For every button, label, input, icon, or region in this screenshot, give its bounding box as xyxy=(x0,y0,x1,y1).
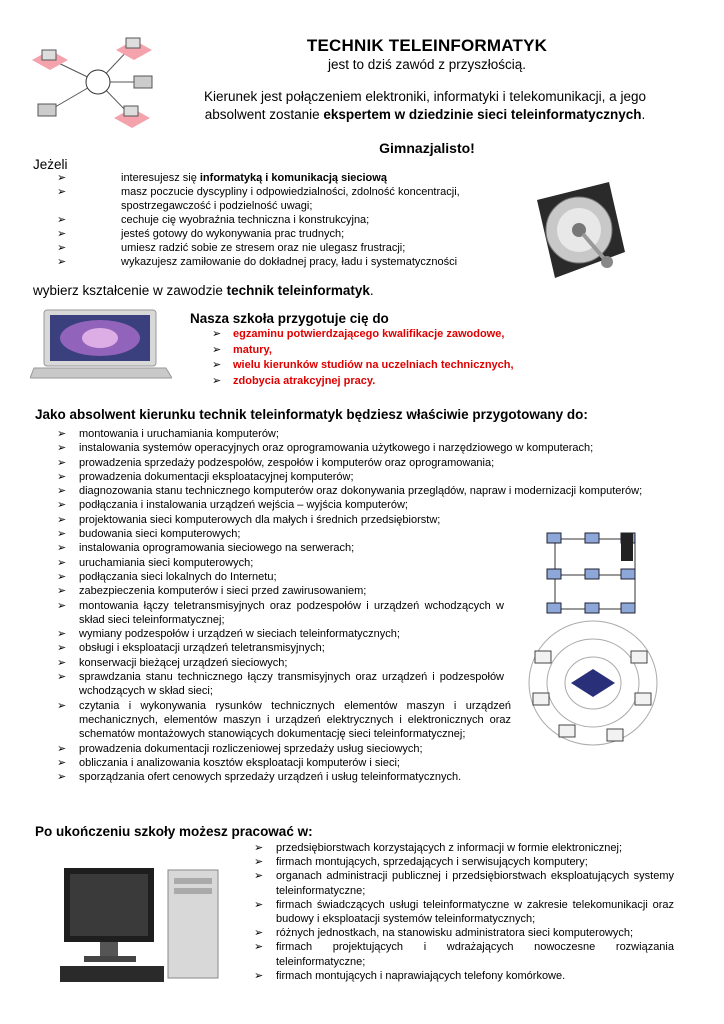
item-emphasis: informatyką i komunikacją sieciową xyxy=(199,172,387,184)
item-text: uruchamiania sieci komputerowych; xyxy=(79,556,254,569)
list-item xyxy=(57,670,504,699)
arrow-bullet-icon: ➢ xyxy=(57,186,67,198)
header xyxy=(0,36,724,72)
choose-line xyxy=(33,283,374,298)
school-heading: Nasza szkoła przygotuje cię do xyxy=(190,311,389,326)
item-text: czytania i wykonywania rysunków technicznych elementów maszyn i urządzeń mechanicznych, elementów maszyn i urządzeń elektrycznych i elektronicznych oraz schematów montażowych stanowiących dokumentację sieci teleinformatycznej; xyxy=(79,699,511,741)
item-text: wymiany podzespołów i urządzeń w sieciach teleinformatycznych; xyxy=(79,628,400,641)
list-item xyxy=(57,213,507,227)
arrow-bullet-icon: ➢ xyxy=(254,856,264,869)
item-text: różnych jednostkach, na stanowisku administratora sieci komputerowych; xyxy=(276,927,634,940)
item-text: instalowania systemów operacyjnych oraz oprogramowania użytkowego i narzędziowego w komputerach; xyxy=(79,442,594,455)
greeting-heading: Gimnazjalisto! xyxy=(379,140,475,156)
arrow-bullet-icon: ➢ xyxy=(57,542,67,555)
arrow-bullet-icon: ➢ xyxy=(57,172,67,184)
list-item xyxy=(212,343,514,359)
arrow-bullet-icon: ➢ xyxy=(254,941,264,954)
interests-list xyxy=(57,171,507,269)
arrow-bullet-icon: ➢ xyxy=(57,642,67,655)
graduate-heading: Jako absolwent kierunku technik teleinformatyk będziesz właściwie przygotowany do: xyxy=(35,407,588,422)
item-text: prowadzenia sprzedaży podzespołów, zespołów i komputerów oraz oprogramowania; xyxy=(79,456,495,469)
list-item xyxy=(57,599,504,628)
item-text: umiesz radzić sobie ze stresem oraz nie ulegasz frustracji; xyxy=(121,242,406,254)
item-text: zdobycia atrakcyjnej pracy. xyxy=(233,374,376,387)
list-item xyxy=(57,641,504,655)
list-item xyxy=(57,556,504,570)
list-item xyxy=(254,969,674,983)
list-item xyxy=(57,241,507,255)
list-item xyxy=(57,255,507,269)
list-item xyxy=(57,742,677,756)
arrow-bullet-icon: ➢ xyxy=(57,456,67,469)
arrow-bullet-icon: ➢ xyxy=(57,585,67,598)
item-text: budowania sieci komputerowych; xyxy=(79,528,241,541)
list-item xyxy=(57,227,507,241)
item-text: firmach projektujących i wdrażających nowoczesne rozwiązania teleinformatyczne; xyxy=(276,941,674,968)
laptop-image xyxy=(30,308,172,382)
item-text: obliczania i analizowania kosztów eksploatacji komputerów i sieci; xyxy=(79,756,400,769)
arrow-bullet-icon: ➢ xyxy=(57,556,67,569)
arrow-bullet-icon: ➢ xyxy=(57,528,67,541)
arrow-bullet-icon: ➢ xyxy=(57,242,67,254)
list-item xyxy=(254,841,674,855)
list-item xyxy=(254,898,674,926)
intro-line-2: absolwent zostanie xyxy=(204,107,324,122)
arrow-bullet-icon: ➢ xyxy=(57,442,67,455)
list-item xyxy=(57,441,677,455)
arrow-bullet-icon: ➢ xyxy=(254,927,264,940)
arrow-bullet-icon: ➢ xyxy=(57,485,67,498)
arrow-bullet-icon: ➢ xyxy=(212,374,222,387)
choose-period: . xyxy=(369,283,374,298)
intro-line-1: Kierunek jest połączeniem elektroniki, informatyki i telekomunikacji, a jego xyxy=(204,89,646,104)
item-text: egzaminu potwierdzającego kwalifikacje zawodowe, xyxy=(233,328,505,340)
arrow-bullet-icon: ➢ xyxy=(57,256,67,268)
arrow-bullet-icon: ➢ xyxy=(212,359,222,371)
item-text: cechuje cię wyobraźnia techniczna i konstrukcyjna; xyxy=(121,214,370,226)
arrow-bullet-icon: ➢ xyxy=(57,428,67,440)
arrow-bullet-icon: ➢ xyxy=(254,842,264,854)
list-item xyxy=(57,527,504,541)
skills-list xyxy=(57,427,677,784)
list-item xyxy=(254,869,674,897)
item-text: matury, xyxy=(233,343,272,356)
arrow-bullet-icon: ➢ xyxy=(57,228,67,240)
list-item xyxy=(212,358,514,374)
list-item xyxy=(57,427,677,441)
item-text: masz poczucie dyscypliny i odpowiedzialności, zdolność koncentracji, spostrzegawczość i podzielność uwagi; xyxy=(121,186,460,212)
arrow-bullet-icon: ➢ xyxy=(57,470,67,483)
list-item xyxy=(254,926,674,940)
list-item xyxy=(212,374,514,390)
page-title: TECHNIK TELEINFORMATYK xyxy=(306,36,548,55)
list-item xyxy=(254,855,674,869)
arrow-bullet-icon: ➢ xyxy=(57,628,67,641)
school-goals-list xyxy=(212,327,514,389)
workplaces-list xyxy=(254,841,674,983)
list-item xyxy=(57,541,504,555)
item-text: wykazujesz zamiłowanie do dokładnej pracy, ładu i systematyczności xyxy=(121,256,458,268)
arrow-bullet-icon: ➢ xyxy=(57,742,67,755)
list-item xyxy=(57,570,504,584)
arrow-bullet-icon: ➢ xyxy=(57,656,67,669)
item-text: montowania łączy teletransmisyjnych oraz podzespołów i urządzeń wchodzących w skład sieci teleinformatycznej; xyxy=(79,599,504,626)
item-text: sprawdzania stanu technicznego łączy transmisyjnych oraz urządzeń i podzespołów wchodzących w skład sieci; xyxy=(79,671,504,698)
list-item xyxy=(57,584,504,598)
item-text: firmach świadczących usługi teleinformatyczne w zakresie telekomunikacji oraz budowy i eksploatacji systemów teleinformatycznych; xyxy=(276,898,674,926)
list-item xyxy=(57,770,677,784)
list-item xyxy=(57,699,511,742)
item-text: diagnozowania stanu technicznego komputerów oraz dokonywania przeglądów, napraw i modernizacji komputerów; xyxy=(79,485,643,498)
list-item xyxy=(57,171,507,185)
item-text: firmach montujących, sprzedających i serwisujących komputery; xyxy=(276,856,588,869)
item-text: firmach montujących i naprawiających telefony komórkowe. xyxy=(276,969,566,982)
page-subtitle: jest to dziś zawód z przyszłością. xyxy=(327,57,527,72)
intro-period: . xyxy=(641,107,646,122)
list-item xyxy=(57,627,504,641)
list-item xyxy=(57,456,677,470)
arrow-bullet-icon: ➢ xyxy=(57,699,67,712)
choose-text: wybierz kształcenie w zawodzie xyxy=(33,283,227,298)
list-item xyxy=(57,656,504,670)
hard-disk-image xyxy=(527,180,627,280)
list-item xyxy=(57,470,677,484)
item-text: instalowania oprogramowania sieciowego na serwerach; xyxy=(79,542,355,555)
arrow-bullet-icon: ➢ xyxy=(57,671,67,684)
arrow-bullet-icon: ➢ xyxy=(57,214,67,226)
list-item xyxy=(57,513,504,527)
intro-emphasis: ekspertem w dziedzinie sieci teleinformatycznych xyxy=(323,107,642,122)
item-text: podłączania i instalowania urządzeń wejścia – wyjścia komputerów; xyxy=(79,499,408,512)
arrow-bullet-icon: ➢ xyxy=(57,499,67,512)
item-text: podłączania sieci lokalnych do Internetu; xyxy=(79,570,277,583)
arrow-bullet-icon: ➢ xyxy=(254,969,264,982)
arrow-bullet-icon: ➢ xyxy=(57,756,67,769)
item-text: organach administracji publicznej i przedsiębiorstwach eksploatujących systemy teleinformatyczne; xyxy=(276,870,674,897)
list-item xyxy=(57,498,677,512)
item-text: przedsiębiorstwach korzystających z informacji w formie elektronicznej; xyxy=(276,842,623,854)
item-text: obsługi i eksploatacji urządzeń teletransmisyjnych; xyxy=(79,642,325,655)
item-text: wielu kierunków studiów na uczelniach technicznych, xyxy=(233,359,514,371)
item-text: konserwacji bieżącej urządzeń sieciowych; xyxy=(79,656,288,669)
list-item xyxy=(57,756,677,770)
arrow-bullet-icon: ➢ xyxy=(254,870,264,883)
list-item xyxy=(57,185,507,213)
intro-paragraph xyxy=(175,88,675,124)
arrow-bullet-icon: ➢ xyxy=(254,898,264,911)
item-text: prowadzenia dokumentacji rozliczeniowej sprzedaży usług sieciowych; xyxy=(79,742,423,755)
arrow-bullet-icon: ➢ xyxy=(57,771,67,784)
arrow-bullet-icon: ➢ xyxy=(212,343,222,356)
arrow-bullet-icon: ➢ xyxy=(57,599,67,612)
choose-emphasis: technik teleinformatyk xyxy=(226,283,370,298)
item-text: zabezpieczenia komputerów i sieci przed zawirusowaniem; xyxy=(79,585,367,598)
list-item xyxy=(212,327,514,343)
list-item xyxy=(254,940,674,968)
item-text: projektowania sieci komputerowych dla małych i średnich przedsiębiorstw; xyxy=(79,513,441,526)
item-text: sporządzania ofert cenowych sprzedaży urządzeń i usług teleinformatycznych. xyxy=(79,771,462,784)
item-text: interesujesz się xyxy=(121,172,200,184)
item-text: montowania i uruchamiania komputerów; xyxy=(79,428,279,440)
list-item xyxy=(57,484,677,498)
arrow-bullet-icon: ➢ xyxy=(57,513,67,526)
work-heading: Po ukończeniu szkoły możesz pracować w: xyxy=(35,824,313,839)
arrow-bullet-icon: ➢ xyxy=(212,328,222,340)
item-text: jesteś gotowy do wykonywania prac trudnych; xyxy=(121,228,345,240)
desktop-computer-image xyxy=(58,858,238,988)
item-text: prowadzenia dokumentacji eksploatacyjnej komputerów; xyxy=(79,470,354,483)
if-label: Jeżeli xyxy=(33,157,68,172)
arrow-bullet-icon: ➢ xyxy=(57,570,67,583)
